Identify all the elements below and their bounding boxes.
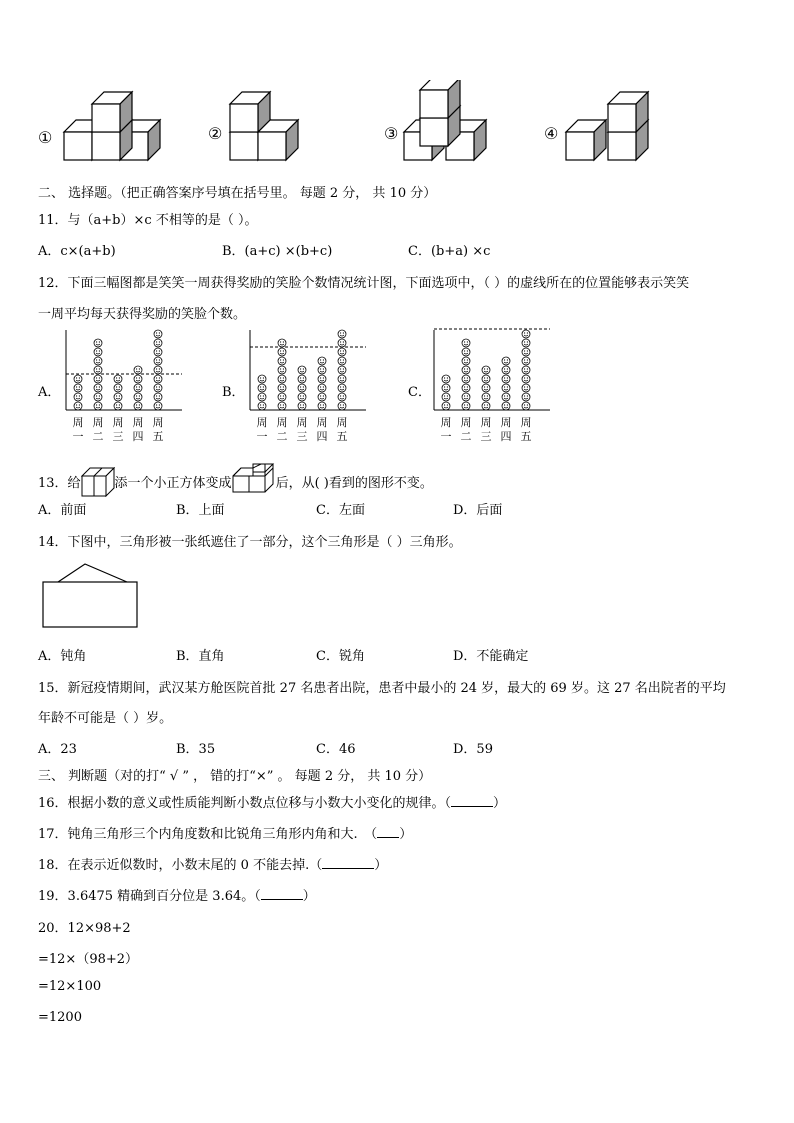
smiley-icon [522,339,530,347]
day-label-bottom: 三 [480,430,492,443]
smiley-icon [338,339,346,347]
q13-option-c: C．左面 [316,503,365,518]
smiley-icon [258,393,266,401]
smiley-icon [318,393,326,401]
smiley-icon [318,375,326,383]
smiley-icon [154,348,162,356]
q11-option-b: B．(a+c) ×(b+c) [222,244,333,259]
smiley-icon [482,384,490,392]
smiley-icon [522,348,530,356]
q20-line2: =12×（98+2） [38,952,139,967]
smiley-icon [462,357,470,365]
q13-option-b: B．上面 [176,503,225,518]
smiley-icon [278,348,286,356]
smiley-icon [94,366,102,374]
q17-text: 17．钝角三角形三个内角度数和比锐角三角形内角和大. （ [38,827,378,842]
q15-option-d: D．59 [453,742,493,757]
smiley-icon [134,375,142,383]
smiley-icon [278,384,286,392]
q12-option-b-label: B． [222,385,245,400]
covered-triangle-figure [40,560,142,630]
day-label-bottom: 三 [296,430,308,443]
smiley-icon [134,384,142,392]
q13-option-d: D．后面 [453,503,503,518]
smiley-column-周五 [522,330,530,410]
day-label-top: 周 [132,416,144,429]
smiley-column-周一 [442,375,450,410]
q15-stem-line1: 15．新冠疫情期间，武汉某方舱医院首批 27 名患者出院，患者中最小的 24 岁，最大的 69 岁。这 27 名出院者的平均 [38,681,726,696]
smiley-icon [74,384,82,392]
smiley-icon [134,366,142,374]
q12-option-a-label: A． [38,385,61,400]
day-label-bottom: 二 [276,430,288,443]
day-label-top: 周 [480,416,492,429]
day-label-bottom: 三 [112,430,124,443]
smiley-icon [94,348,102,356]
smiley-icon [522,375,530,383]
smiley-icon [502,393,510,401]
q18 [38,854,387,873]
smiley-icon [462,339,470,347]
smiley-icon [442,402,450,410]
smiley-icon [154,366,162,374]
figure-1 [64,92,160,160]
smiley-icon [502,366,510,374]
smiley-icon [114,393,122,401]
smiley-icon [462,366,470,374]
day-label-top: 周 [440,416,452,429]
q12-option-c-label: C． [408,385,431,400]
smiley-column-周二 [94,339,102,410]
day-label-top: 周 [256,416,268,429]
q14-stem: 14．下图中，三角形被一张纸遮住了一部分，这个三角形是（ ）三角形。 [38,535,462,550]
figure-4 [566,92,648,160]
smiley-icon [298,366,306,374]
q17-answer-blank[interactable] [377,825,399,838]
smiley-icon [318,402,326,410]
smiley-icon [442,375,450,383]
q14-option-a: A．钝角 [38,649,87,664]
day-label-top: 周 [336,416,348,429]
q14-option-b: B．直角 [176,649,225,664]
day-label-top: 周 [92,416,104,429]
smiley-icon [338,348,346,356]
smiley-icon [522,357,530,365]
q15-option-a: A．23 [38,742,77,757]
q15-option-c: C．46 [316,742,356,757]
smiley-icon [298,402,306,410]
figure-label-3: ③ [384,124,399,143]
day-label-top: 周 [72,416,84,429]
smiley-icon [298,384,306,392]
q13-stem [38,463,433,497]
day-label-bottom: 五 [520,430,532,443]
day-label-bottom: 一 [72,430,84,443]
q19 [38,885,316,904]
smiley-column-周四 [134,366,142,410]
section-2-title: 二、 选择题。（把正确答案序号填在括号里。 每题 2 分， 共 10 分） [38,186,437,201]
day-label-bottom: 二 [92,430,104,443]
smiley-icon [442,384,450,392]
smiley-icon [94,384,102,392]
smiley-icon [522,366,530,374]
smiley-icon [482,402,490,410]
smiley-icon [154,384,162,392]
smiley-icon [154,357,162,365]
smiley-column-周三 [298,366,306,410]
smiley-column-周三 [114,375,122,410]
q13-prefix: 13．给 [38,476,81,491]
cube-figures [30,80,670,172]
smiley-icon [74,402,82,410]
q12-stem-line1: 12．下面三幅图都是笑笑一周获得奖励的笑脸个数情况统计图，下面选项中，（ ）的虚线所在的位置能够表示笑笑 [38,276,690,291]
smiley-icon [462,402,470,410]
day-label-top: 周 [316,416,328,429]
smiley-column-周二 [462,339,470,410]
q19-text: 19．3.6475 精确到百分位是 3.64。（ [38,889,261,904]
smiley-icon [338,357,346,365]
smiley-icon [522,384,530,392]
q20-line4: =1200 [38,1010,82,1025]
q13-suffix: 后，从( )看到的图形不变。 [275,476,433,491]
q15-stem-line2: 年龄不可能是（ ）岁。 [38,711,173,726]
smiley-icon [482,366,490,374]
smiley-icon [258,402,266,410]
smiley-icon [154,402,162,410]
smiley-icon [462,375,470,383]
figure-label-4: ④ [544,124,559,143]
smiley-icon [94,402,102,410]
q13-option-a: A．前面 [38,503,87,518]
smiley-column-周一 [258,375,266,410]
day-label-top: 周 [152,416,164,429]
q16 [38,792,506,811]
smiley-icon [318,357,326,365]
smiley-icon [338,366,346,374]
day-label-bottom: 四 [316,430,328,443]
q18-text: 18．在表示近似数时，小数末尾的 0 不能去掉.（ [38,858,323,873]
day-label-top: 周 [296,416,308,429]
smiley-icon [278,375,286,383]
smiley-column-周五 [154,330,162,410]
smiley-icon [278,366,286,374]
q11-option-a: A．c×(a+b) [38,244,116,259]
smiley-icon [462,393,470,401]
smiley-icon [502,357,510,365]
q17 [38,823,412,842]
day-label-bottom: 一 [256,430,268,443]
q16-answer-blank[interactable] [451,794,493,807]
day-label-bottom: 五 [152,430,164,443]
day-label-bottom: 一 [440,430,452,443]
smiley-icon [278,402,286,410]
smiley-icon [462,384,470,392]
q19-answer-blank[interactable] [261,887,303,900]
smiley-icon [94,339,102,347]
day-label-top: 周 [500,416,512,429]
smiley-icon [298,375,306,383]
q18-close: ） [374,858,388,873]
smiley-icon [318,366,326,374]
smiley-column-周四 [318,357,326,410]
day-label-bottom: 四 [500,430,512,443]
q17-close: ） [399,827,413,842]
cube-two-icon [81,467,115,497]
smiley-icon [502,402,510,410]
smiley-icon [154,375,162,383]
day-label-bottom: 二 [460,430,472,443]
smiley-icon [522,393,530,401]
smiley-column-周三 [482,366,490,410]
smiley-icon [114,402,122,410]
smiley-icon [74,375,82,383]
smiley-chart-c [428,328,558,443]
smiley-icon [502,375,510,383]
smiley-icon [482,375,490,383]
smiley-icon [74,393,82,401]
smiley-icon [154,330,162,338]
figure-label-1: ① [38,128,53,147]
smiley-column-周五 [338,330,346,410]
day-label-top: 周 [112,416,124,429]
q16-text: 16．根据小数的意义或性质能判断小数点位移与小数大小变化的规律。（ [38,796,452,811]
smiley-column-周四 [502,357,510,410]
smiley-icon [462,348,470,356]
smiley-icon [258,384,266,392]
smiley-icon [502,384,510,392]
smiley-chart-b [244,328,374,443]
smiley-icon [522,402,530,410]
figure-2 [230,92,298,160]
smiley-icon [278,339,286,347]
smiley-column-周一 [74,375,82,410]
q15-option-b: B．35 [176,742,216,757]
smiley-icon [442,393,450,401]
q20-line1: 20．12×98+2 [38,921,131,936]
q11-option-c: C．(b+a) ×c [408,244,491,259]
q12-stem-line2: 一周平均每天获得奖励的笑脸个数。 [38,307,247,322]
day-label-top: 周 [276,416,288,429]
figure-label-2: ② [208,124,223,143]
section-3-title: 三、 判断题（对的打“ √ ” ， 错的打“×” 。 每题 2 分， 共 10 分） [38,769,432,784]
smiley-icon [134,402,142,410]
day-label-top: 周 [520,416,532,429]
smiley-icon [338,402,346,410]
day-label-bottom: 五 [336,430,348,443]
q13-middle: 添一个小正方体变成 [114,476,232,491]
smiley-icon [278,393,286,401]
q18-answer-blank[interactable] [322,856,374,869]
q19-close: ） [302,889,316,904]
q14-option-c: C．锐角 [316,649,365,664]
figure-3 [404,80,486,160]
day-label-bottom: 四 [132,430,144,443]
smiley-icon [482,393,490,401]
smiley-icon [338,393,346,401]
smiley-icon [154,393,162,401]
smiley-icon [338,384,346,392]
smiley-icon [114,384,122,392]
smiley-icon [278,357,286,365]
q14-option-d: D．不能确定 [453,649,529,664]
smiley-icon [318,384,326,392]
day-label-top: 周 [460,416,472,429]
smiley-icon [154,339,162,347]
smiley-column-周二 [278,339,286,410]
q20-line3: =12×100 [38,979,102,994]
smiley-icon [338,330,346,338]
smiley-icon [258,375,266,383]
smiley-icon [134,393,142,401]
smiley-icon [114,375,122,383]
smiley-icon [522,330,530,338]
smiley-icon [94,357,102,365]
q11-stem: 11．与（a+b）×c 不相等的是（ ）。 [38,213,258,228]
smiley-icon [94,393,102,401]
smiley-icon [94,375,102,383]
cube-three-icon [232,463,276,497]
smiley-chart-a [60,328,190,443]
smiley-icon [338,375,346,383]
q16-close: ） [493,796,507,811]
smiley-icon [298,393,306,401]
